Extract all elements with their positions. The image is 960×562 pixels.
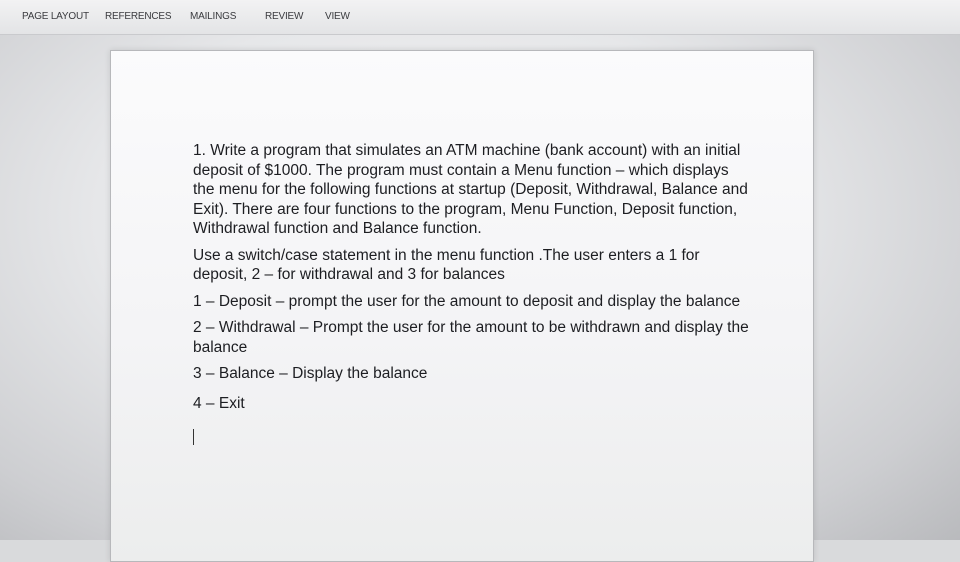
tab-mailings[interactable]: MAILINGS — [190, 11, 237, 22]
paragraph-deposit: 1 – Deposit – prompt the user for the amount to deposit and display the balance — [193, 292, 741, 310]
ribbon-tab-bar — [0, 0, 960, 35]
tab-view[interactable]: VIEW — [325, 11, 350, 22]
document-body[interactable] — [193, 141, 753, 451]
tab-page-layout[interactable]: PAGE LAYOUT — [22, 11, 89, 22]
tab-references[interactable]: REFERENCES — [105, 11, 172, 22]
paragraph-balance: 3 – Balance – Display the balance — [193, 365, 428, 382]
document-area — [0, 34, 960, 540]
text-cursor — [193, 429, 194, 445]
tab-review[interactable]: REVIEW — [265, 11, 304, 22]
paragraph-exit: 4 – Exit — [193, 394, 245, 412]
paragraph-switch-case: Use a switch/case statement in the menu function .The user enters a 1 for deposit, 2 – for withdrawal and 3 for balances — [193, 246, 700, 283]
document-page[interactable] — [110, 50, 814, 562]
paragraph-question: 1. Write a program that simulates an ATM machine (bank account) with an initial deposit of $1000. The program must contain a Menu function – which displays the menu for the following functions at startup (Deposit, Withdrawal, Balance and Exit). There are four functions to the program, Menu Function, Deposit function, Withdrawal function and Balance function. — [193, 142, 748, 237]
paragraph-withdrawal: 2 – Withdrawal – Prompt the user for the amount to be withdrawn and display the balance — [193, 319, 749, 356]
